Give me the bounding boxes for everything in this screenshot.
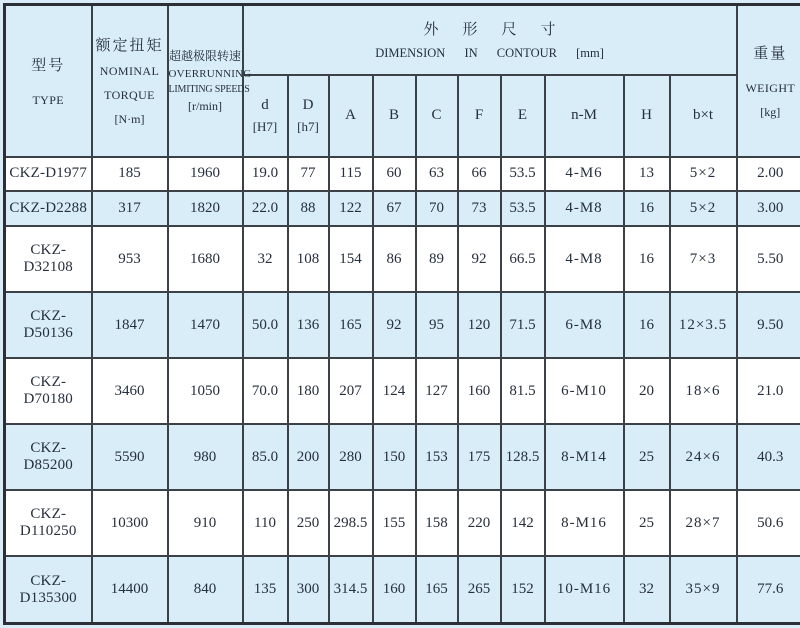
header-weight-en: WEIGHT bbox=[745, 80, 796, 95]
cell-H: 25 bbox=[624, 490, 670, 556]
cell-weight: 2.00 bbox=[737, 157, 800, 192]
cell-nM: 8-M16 bbox=[545, 490, 624, 556]
cell-bt: 18×6 bbox=[670, 358, 737, 424]
cell-weight: 50.6 bbox=[737, 490, 800, 556]
cell-d: 135 bbox=[243, 556, 288, 623]
cell-bt: 5×2 bbox=[670, 157, 737, 192]
cell-F: 265 bbox=[458, 556, 501, 623]
header-speed-en1: OVERRUNNING bbox=[168, 68, 252, 81]
cell-E: 128.5 bbox=[501, 424, 545, 490]
cell-B: 155 bbox=[373, 490, 416, 556]
cell-nM: 4-M6 bbox=[545, 157, 624, 192]
cell-weight: 40.3 bbox=[737, 424, 800, 490]
cell-nM: 8-M14 bbox=[545, 424, 624, 490]
cell-torque: 317 bbox=[92, 191, 168, 226]
header-torque-en1: NOMINAL bbox=[99, 64, 160, 79]
specification-table bbox=[3, 3, 800, 625]
cell-D: 88 bbox=[288, 191, 329, 226]
cell-torque: 5590 bbox=[92, 424, 168, 490]
cell-A: 165 bbox=[329, 292, 373, 358]
cell-D: 136 bbox=[288, 292, 329, 358]
header-torque-en2: TORQUE bbox=[104, 88, 155, 103]
cell-B: 92 bbox=[373, 292, 416, 358]
cell-C: 158 bbox=[416, 490, 458, 556]
cell-type: CKZ-D32108 bbox=[5, 226, 92, 292]
cell-bt: 5×2 bbox=[670, 191, 737, 226]
cell-d: 85.0 bbox=[243, 424, 288, 490]
table-row bbox=[5, 490, 800, 556]
cell-B: 124 bbox=[373, 358, 416, 424]
header-type-zh: 型号 bbox=[31, 57, 66, 74]
header-col-B: B bbox=[373, 75, 416, 157]
header-weight-unit: [kg] bbox=[760, 104, 781, 119]
cell-weight: 77.6 bbox=[737, 556, 800, 623]
cell-D: 300 bbox=[288, 556, 329, 623]
cell-type: CKZ-D1977 bbox=[5, 157, 92, 192]
cell-speed: 840 bbox=[168, 556, 243, 623]
cell-speed: 910 bbox=[168, 490, 243, 556]
cell-weight: 5.50 bbox=[737, 226, 800, 292]
table-row bbox=[5, 556, 800, 623]
cell-bt: 28×7 bbox=[670, 490, 737, 556]
header-weight-zh: 重量 bbox=[753, 45, 788, 62]
cell-D: 180 bbox=[288, 358, 329, 424]
cell-H: 16 bbox=[624, 191, 670, 226]
cell-A: 280 bbox=[329, 424, 373, 490]
header-col-A: A bbox=[329, 75, 373, 157]
cell-C: 153 bbox=[416, 424, 458, 490]
cell-D: 77 bbox=[288, 157, 329, 192]
cell-A: 115 bbox=[329, 157, 373, 192]
header-col-bt: b×t bbox=[670, 75, 737, 157]
table-row bbox=[5, 358, 800, 424]
header-type bbox=[5, 5, 92, 157]
cell-speed: 980 bbox=[168, 424, 243, 490]
header-col-nM: n-M bbox=[545, 75, 624, 157]
header-torque-unit: [N·m] bbox=[114, 112, 145, 127]
cell-E: 53.5 bbox=[501, 157, 545, 192]
cell-A: 122 bbox=[329, 191, 373, 226]
cell-D: 108 bbox=[288, 226, 329, 292]
header-overrunning-speed bbox=[168, 5, 252, 157]
cell-d: 32 bbox=[243, 226, 288, 292]
cell-C: 165 bbox=[416, 556, 458, 623]
cell-H: 16 bbox=[624, 292, 670, 358]
cell-F: 220 bbox=[458, 490, 501, 556]
cell-E: 71.5 bbox=[501, 292, 545, 358]
table-row bbox=[5, 157, 800, 192]
table-row bbox=[5, 191, 800, 226]
header-col-F: F bbox=[458, 75, 501, 157]
cell-nM: 6-M10 bbox=[545, 358, 624, 424]
cell-D: 250 bbox=[288, 490, 329, 556]
cell-bt: 24×6 bbox=[670, 424, 737, 490]
cell-B: 60 bbox=[373, 157, 416, 192]
cell-type: CKZ-D85200 bbox=[5, 424, 92, 490]
header-speed-en2: LIMITING SPEEDS bbox=[168, 84, 250, 96]
cell-F: 120 bbox=[458, 292, 501, 358]
cell-d: 110 bbox=[243, 490, 288, 556]
cell-H: 13 bbox=[624, 157, 670, 192]
cell-A: 154 bbox=[329, 226, 373, 292]
cell-A: 298.5 bbox=[329, 490, 373, 556]
cell-F: 160 bbox=[458, 358, 501, 424]
cell-C: 70 bbox=[416, 191, 458, 226]
cell-speed: 1820 bbox=[168, 191, 243, 226]
header-weight bbox=[737, 5, 800, 157]
header-col-C: C bbox=[416, 75, 458, 157]
header-col-H: H bbox=[624, 75, 670, 157]
cell-B: 160 bbox=[373, 556, 416, 623]
header-type-en: TYPE bbox=[32, 92, 65, 107]
cell-torque: 14400 bbox=[92, 556, 168, 623]
cell-C: 63 bbox=[416, 157, 458, 192]
cell-F: 175 bbox=[458, 424, 501, 490]
cell-B: 86 bbox=[373, 226, 416, 292]
cell-H: 25 bbox=[624, 424, 670, 490]
cell-d: 22.0 bbox=[243, 191, 288, 226]
cell-E: 66.5 bbox=[501, 226, 545, 292]
cell-speed: 1470 bbox=[168, 292, 243, 358]
cell-D: 200 bbox=[288, 424, 329, 490]
cell-speed: 1960 bbox=[168, 157, 243, 192]
cell-E: 53.5 bbox=[501, 191, 545, 226]
cell-torque: 1847 bbox=[92, 292, 168, 358]
cell-type: CKZ-D70180 bbox=[5, 358, 92, 424]
cell-A: 207 bbox=[329, 358, 373, 424]
cell-F: 73 bbox=[458, 191, 501, 226]
cell-E: 142 bbox=[501, 490, 545, 556]
cell-C: 95 bbox=[416, 292, 458, 358]
cell-H: 32 bbox=[624, 556, 670, 623]
cell-bt: 35×9 bbox=[670, 556, 737, 623]
header-nominal-torque bbox=[92, 5, 168, 157]
header-dimension-en: DIMENSION IN CONTOUR [mm] bbox=[375, 46, 604, 61]
cell-E: 152 bbox=[501, 556, 545, 623]
cell-E: 81.5 bbox=[501, 358, 545, 424]
cell-nM: 6-M8 bbox=[545, 292, 624, 358]
header-dimension-zh: 外形尺寸 bbox=[423, 22, 580, 39]
cell-F: 66 bbox=[458, 157, 501, 192]
header-col-d: d [H7] bbox=[243, 75, 288, 157]
cell-bt: 7×3 bbox=[670, 226, 737, 292]
cell-H: 16 bbox=[624, 226, 670, 292]
header-col-E: E bbox=[501, 75, 545, 157]
cell-H: 20 bbox=[624, 358, 670, 424]
cell-type: CKZ-D2288 bbox=[5, 191, 92, 226]
header-speed-unit: [r/min] bbox=[188, 99, 222, 114]
cell-C: 89 bbox=[416, 226, 458, 292]
cell-weight: 3.00 bbox=[737, 191, 800, 226]
cell-d: 70.0 bbox=[243, 358, 288, 424]
table-row bbox=[5, 424, 800, 490]
cell-torque: 3460 bbox=[92, 358, 168, 424]
table-row bbox=[5, 292, 800, 358]
table-row bbox=[5, 226, 800, 292]
cell-torque: 10300 bbox=[92, 490, 168, 556]
header-col-D: D [h7] bbox=[288, 75, 329, 157]
cell-d: 19.0 bbox=[243, 157, 288, 192]
cell-torque: 953 bbox=[92, 226, 168, 292]
cell-F: 92 bbox=[458, 226, 501, 292]
cell-C: 127 bbox=[416, 358, 458, 424]
header-dimension-group bbox=[243, 5, 737, 75]
cell-nM: 4-M8 bbox=[545, 191, 624, 226]
cell-speed: 1050 bbox=[168, 358, 243, 424]
cell-speed: 1680 bbox=[168, 226, 243, 292]
cell-bt: 12×3.5 bbox=[670, 292, 737, 358]
cell-weight: 21.0 bbox=[737, 358, 800, 424]
cell-torque: 185 bbox=[92, 157, 168, 192]
cell-d: 50.0 bbox=[243, 292, 288, 358]
cell-nM: 4-M8 bbox=[545, 226, 624, 292]
cell-type: CKZ-D135300 bbox=[5, 556, 92, 623]
cell-weight: 9.50 bbox=[737, 292, 800, 358]
cell-nM: 10-M16 bbox=[545, 556, 624, 623]
cell-type: CKZ-D50136 bbox=[5, 292, 92, 358]
cell-A: 314.5 bbox=[329, 556, 373, 623]
header-speed-zh: 超越极限转速 bbox=[168, 49, 241, 64]
cell-B: 67 bbox=[373, 191, 416, 226]
cell-type: CKZ-D110250 bbox=[5, 490, 92, 556]
header-torque-zh: 额定扭矩 bbox=[95, 38, 164, 55]
cell-B: 150 bbox=[373, 424, 416, 490]
